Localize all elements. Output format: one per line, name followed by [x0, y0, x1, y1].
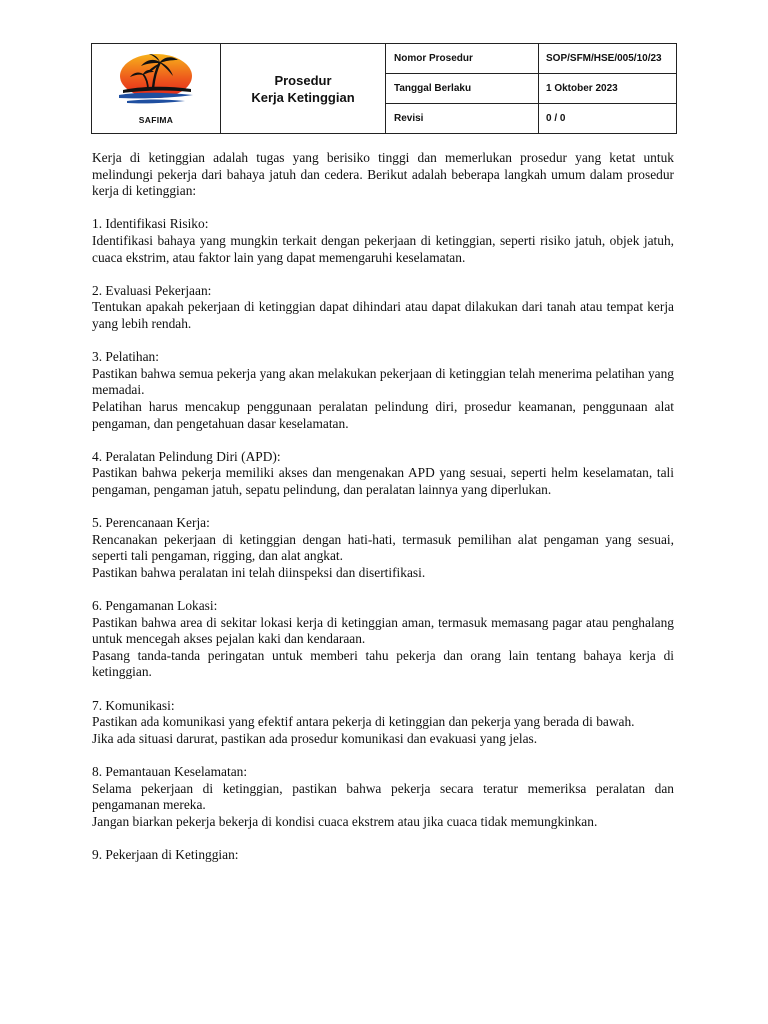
- title-line-1: Prosedur: [274, 72, 332, 88]
- section-title: 1. Identifikasi Risiko:: [92, 216, 209, 232]
- section-paragraph: Rencanakan pekerjaan di ketinggian dengan hati-hati, termasuk pemilihan alat pengaman yang sesuai, seperti tali pengaman, rigging, dan alat angkat.: [92, 531, 674, 564]
- section-paragraph: Pastikan ada komunikasi yang efektif antara pekerja di ketinggian dan pekerja yang berada di bawah.: [92, 714, 635, 730]
- logo-name: SAFIMA: [138, 115, 174, 125]
- intro-paragraph: Kerja di ketinggian adalah tugas yang berisiko tinggi dan memerlukan prosedur yang ketat untuk melindungi pekerja dari bahaya jatuh dan cedera. Berikut adalah beberapa langkah umum dalam prosedur kerja di ketinggian:: [92, 150, 674, 199]
- document-title: [221, 44, 386, 134]
- section-title: 3. Pelatihan:: [92, 349, 159, 365]
- section-title: 9. Pekerjaan di Ketinggian:: [92, 846, 239, 862]
- section-paragraph: Selama pekerjaan di ketinggian, pastikan bahwa pekerja secara teratur memeriksa peralatan dan pengamanan mereka.: [92, 780, 674, 813]
- meta-label-nomor: Nomor Prosedur: [386, 44, 539, 74]
- section-paragraph: Tentukan apakah pekerjaan di ketinggian dapat dihindari atau dapat dilakukan dari tanah atau tempat kerja yang lebih rendah.: [92, 299, 674, 331]
- section-title: 8. Pemantauan Keselamatan:: [92, 763, 248, 779]
- meta-value-revisi: 0 / 0: [539, 104, 677, 134]
- logo-cell: [92, 44, 221, 134]
- meta-label-tanggal: Tanggal Berlaku: [386, 74, 539, 104]
- section-paragraph: Pasang tanda-tanda peringatan untuk memberi tahu pekerja dan orang lain tentang bahaya kerja di ketinggian.: [92, 647, 674, 680]
- document-body: [92, 150, 674, 864]
- section-paragraph: Pastikan bahwa peralatan ini telah diinspeksi dan disertifikasi.: [92, 564, 426, 580]
- section-paragraph: Jika ada situasi darurat, pastikan ada prosedur komunikasi dan evakuasi yang jelas.: [92, 730, 538, 746]
- meta-label-revisi: Revisi: [386, 104, 539, 134]
- section-title: 7. Komunikasi:: [92, 697, 175, 713]
- section-paragraph: Pastikan bahwa semua pekerja yang akan melakukan pekerjaan di ketinggian telah menerima pelatihan yang memadai.: [92, 365, 674, 398]
- section-paragraph: Pelatihan harus mencakup penggunaan peralatan pelindung diri, prosedur keamanan, penggunaan alat pengaman, dan pengetahuan dasar keselamatan.: [92, 398, 674, 431]
- section-title: 2. Evaluasi Pekerjaan:: [92, 282, 212, 298]
- section-paragraph: Pastikan bahwa pekerja memiliki akses dan mengenakan APD yang sesuai, seperti helm keselamatan, tali pengaman, pengaman jatuh, sepatu pelindung, dan peralatan lainnya yang diperlukan.: [92, 465, 674, 497]
- section-paragraph: Pastikan bahwa area di sekitar lokasi kerja di ketinggian aman, termasuk memasang pagar atau penghalang untuk mencegah akses pejalan kaki dan kendaraan.: [92, 614, 674, 647]
- safima-logo-icon: [113, 52, 199, 112]
- section-title: 4. Peralatan Pelindung Diri (APD):: [92, 448, 281, 464]
- meta-value-nomor: SOP/SFM/HSE/005/10/23: [539, 44, 677, 74]
- title-line-2: Kerja Ketinggian: [251, 89, 355, 105]
- sections-container: [92, 216, 674, 863]
- document-header: [91, 43, 677, 134]
- section-title: 5. Perencanaan Kerja:: [92, 515, 210, 531]
- section-paragraph: Identifikasi bahaya yang mungkin terkait dengan pekerjaan di ketinggian, seperti risiko jatuh, objek jatuh, cuaca ekstrim, atau faktor lain yang dapat memengaruhi keselamatan.: [92, 232, 674, 265]
- section-paragraph: Jangan biarkan pekerja bekerja di kondisi cuaca ekstrem atau jika cuaca tidak memungkinkan.: [92, 813, 598, 829]
- meta-value-tanggal: 1 Oktober 2023: [539, 74, 677, 104]
- section-title: 6. Pengamanan Lokasi:: [92, 598, 218, 614]
